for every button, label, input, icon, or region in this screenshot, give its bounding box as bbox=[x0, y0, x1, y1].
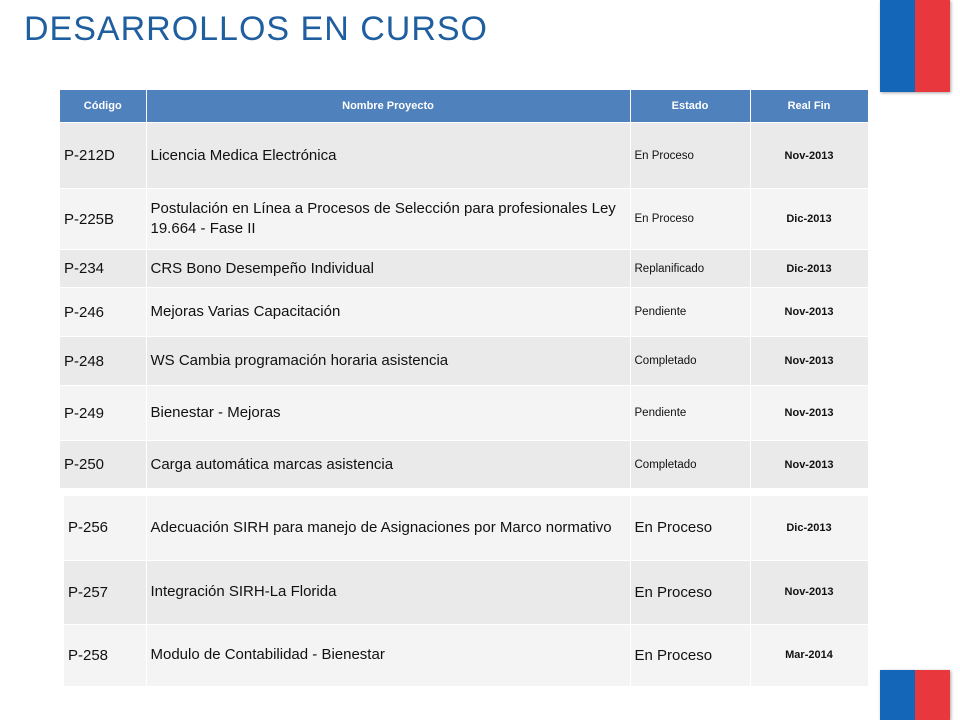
project-status: Pendiente bbox=[630, 386, 750, 441]
project-name: Modulo de Contabilidad - Bienestar bbox=[146, 624, 630, 686]
chile-flag-logo-bottom bbox=[880, 670, 950, 720]
project-name: CRS Bono Desempeño Individual bbox=[146, 250, 630, 288]
project-end-date: Nov-2013 bbox=[750, 441, 868, 489]
project-name: Carga automática marcas asistencia bbox=[146, 441, 630, 489]
project-status: Pendiente bbox=[630, 288, 750, 337]
project-name: WS Cambia programación horaria asistencia bbox=[146, 337, 630, 386]
project-code: P-225B bbox=[60, 189, 146, 250]
project-code: P-246 bbox=[60, 288, 146, 337]
project-code: P-258 bbox=[64, 624, 146, 686]
table-row bbox=[60, 288, 868, 337]
project-code: P-212D bbox=[60, 123, 146, 189]
project-end-date: Dic-2013 bbox=[750, 250, 868, 288]
project-end-date: Nov-2013 bbox=[750, 123, 868, 189]
table-row bbox=[60, 189, 868, 250]
table-row bbox=[64, 624, 868, 686]
table-row bbox=[60, 441, 868, 489]
project-end-date: Dic-2013 bbox=[750, 189, 868, 250]
table-header-row bbox=[60, 90, 868, 123]
project-code: P-256 bbox=[64, 496, 146, 560]
project-status: En Proceso bbox=[630, 189, 750, 250]
table-row bbox=[64, 496, 868, 560]
project-end-date: Nov-2013 bbox=[750, 560, 868, 624]
project-status: En Proceso bbox=[630, 496, 750, 560]
chile-flag-logo-top bbox=[880, 0, 950, 92]
table-row bbox=[64, 560, 868, 624]
project-status: En Proceso bbox=[630, 123, 750, 189]
project-name: Licencia Medica Electrónica bbox=[146, 123, 630, 189]
project-code: P-249 bbox=[60, 386, 146, 441]
project-status: Completado bbox=[630, 441, 750, 489]
flag-red-stripe bbox=[915, 0, 950, 92]
flag-red-stripe bbox=[915, 670, 950, 720]
project-status: En Proceso bbox=[630, 624, 750, 686]
project-end-date: Dic-2013 bbox=[750, 496, 868, 560]
project-status: En Proceso bbox=[630, 560, 750, 624]
project-code: P-234 bbox=[60, 250, 146, 288]
projects-table-continued bbox=[64, 496, 869, 687]
project-end-date: Nov-2013 bbox=[750, 386, 868, 441]
project-name: Bienestar - Mejoras bbox=[146, 386, 630, 441]
header-status: Estado bbox=[630, 90, 750, 123]
project-name: Mejoras Varias Capacitación bbox=[146, 288, 630, 337]
project-status: Completado bbox=[630, 337, 750, 386]
project-code: P-248 bbox=[60, 337, 146, 386]
project-name: Postulación en Línea a Procesos de Selección para profesionales Ley 19.664 - Fase II bbox=[146, 189, 630, 250]
project-code: P-250 bbox=[60, 441, 146, 489]
header-project-name: Nombre Proyecto bbox=[146, 90, 630, 123]
project-end-date: Mar-2014 bbox=[750, 624, 868, 686]
project-name: Adecuación SIRH para manejo de Asignaciones por Marco normativo bbox=[146, 496, 630, 560]
project-end-date: Nov-2013 bbox=[750, 337, 868, 386]
project-name: Integración SIRH-La Florida bbox=[146, 560, 630, 624]
flag-blue-stripe bbox=[880, 670, 915, 720]
page-title: DESARROLLOS EN CURSO bbox=[24, 10, 488, 48]
project-code: P-257 bbox=[64, 560, 146, 624]
projects-table bbox=[60, 90, 869, 489]
project-status: Replanificado bbox=[630, 250, 750, 288]
table-row bbox=[60, 337, 868, 386]
table-row bbox=[60, 250, 868, 288]
table-row bbox=[60, 386, 868, 441]
flag-blue-stripe bbox=[880, 0, 915, 92]
project-end-date: Nov-2013 bbox=[750, 288, 868, 337]
header-code: Código bbox=[60, 90, 146, 123]
header-real-end: Real Fin bbox=[750, 90, 868, 123]
table-row bbox=[60, 123, 868, 189]
